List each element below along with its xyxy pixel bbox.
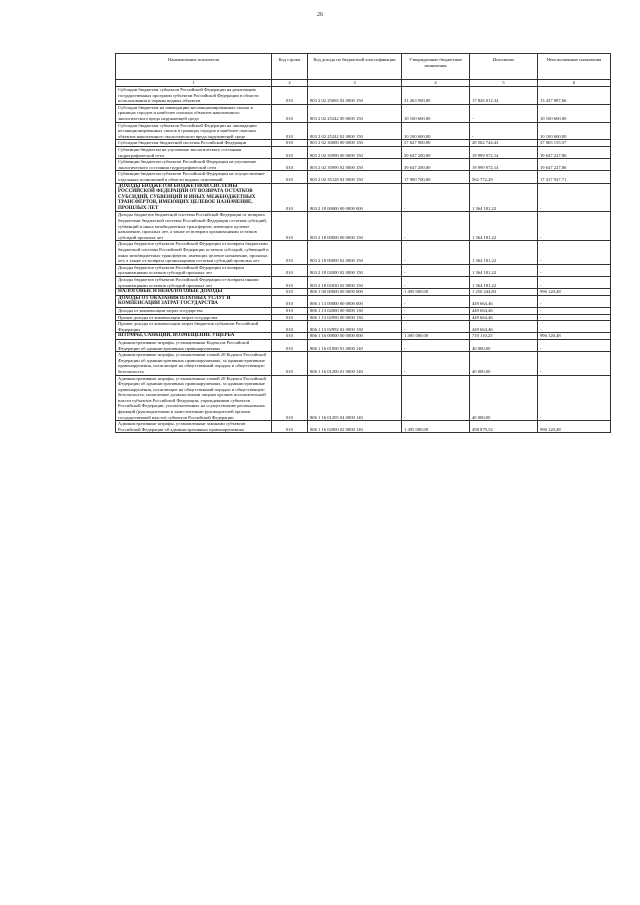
revenue-table <box>115 53 611 433</box>
row-unexecuted: 19 647 227,86 <box>538 146 611 158</box>
table-row <box>116 183 611 212</box>
table-row <box>116 375 611 421</box>
row-kbk: 803 2 02 35128 02 0000 150 <box>308 171 402 183</box>
column-number: 5 <box>470 80 538 87</box>
row-code: 010 <box>272 241 308 264</box>
row-unexecuted: - <box>538 314 611 321</box>
table-row <box>116 171 611 183</box>
row-name: Субвенции бюджетам субъектов Российской Федерации на осуществление отдельных полномочий в области водных отношений <box>116 171 272 183</box>
row-approved: 1 495 000,00 <box>402 421 470 433</box>
row-approved: 1 495 000,00 <box>402 333 470 340</box>
row-kbk: 803 2 02 30000 00 0000 150 <box>308 140 402 147</box>
row-code: 010 <box>272 122 308 140</box>
row-kbk: 806 1 00 00000 00 0000 000 <box>308 289 402 296</box>
row-executed: 17 826 012,34 <box>470 87 538 105</box>
row-code: 010 <box>272 183 308 212</box>
table-row <box>116 104 611 122</box>
row-code: 010 <box>272 352 308 375</box>
row-approved: - <box>402 264 470 276</box>
row-unexecuted: 19 647 227,86 <box>538 159 611 171</box>
row-kbk: 803 2 18 02030 02 0000 150 <box>308 277 402 289</box>
row-unexecuted: 996 120,48 <box>538 421 611 433</box>
row-approved: 39 647 200,00 <box>402 146 470 158</box>
row-approved: - <box>402 277 470 289</box>
row-executed: - <box>470 104 538 122</box>
row-code: 010 <box>272 104 308 122</box>
row-name: Административные штрафы, установленные законами субъектов Российской Федерации об административных правонарушениях <box>116 421 272 433</box>
row-name: Доходы бюджетов субъектов Российской Федерации от возврата организациями остатков субсидий прошлых лет <box>116 264 272 276</box>
row-unexecuted: - <box>538 295 611 307</box>
row-name: Субсидии бюджетам на ликвидацию несанкционированных свалок в границах городов и наиболее опасных объектов накопленного экологического вреда окружающей среде <box>116 104 272 122</box>
row-executed: 40 000,00 <box>470 375 538 421</box>
row-unexecuted: 10 100 600,00 <box>538 104 611 122</box>
row-approved: - <box>402 375 470 421</box>
row-executed: 19 999 972,14 <box>470 146 538 158</box>
table-row <box>116 87 611 105</box>
row-code: 010 <box>272 375 308 421</box>
row-kbk: 806 1 13 00000 00 0000 000 <box>308 295 402 307</box>
row-kbk: 803 2 02 25242 02 0000 150 <box>308 122 402 140</box>
row-approved: 1 495 000,00 <box>402 289 470 296</box>
row-name: НАЛОГОВЫЕ И НЕНАЛОГОВЫЕ ДОХОДЫ <box>116 289 272 296</box>
row-unexecuted: 10 100 600,00 <box>538 122 611 140</box>
row-unexecuted: 13 437 887,66 <box>538 87 611 105</box>
table-row <box>116 122 611 140</box>
row-code: 010 <box>272 264 308 276</box>
row-executed: 449 664,46 <box>470 321 538 333</box>
row-approved: 39 647 200,00 <box>402 159 470 171</box>
row-executed: 1 364 181,22 <box>470 277 538 289</box>
row-executed: 20 562 744,43 <box>470 140 538 147</box>
row-executed: 1 364 181,22 <box>470 241 538 264</box>
row-approved: 10 100 600,00 <box>402 104 470 122</box>
row-name: Прочие доходы от компенсации затрат государства <box>116 314 272 321</box>
table-row <box>116 352 611 375</box>
row-kbk: 806 1 16 01000 01 0000 140 <box>308 339 402 351</box>
row-name: Субсидии бюджетам бюджетной системы Российской Федерации <box>116 140 272 147</box>
row-name: ДОХОДЫ ОТ ОКАЗАНИЯ ПЛАТНЫХ УСЛУГ И КОМПЕНСАЦИИ ЗАТРАТ ГОСУДАРСТВА <box>116 295 272 307</box>
row-executed: 1 250 244,83 <box>470 289 538 296</box>
header-unexecuted: Неисполненные назначения <box>538 54 611 80</box>
row-name: Доходы бюджетов субъектов Российской Федерации от возврата бюджетами бюджетной системы Российской Федерации остатков субсидий, субвенций и иных межбюджетных трансфертов, имеющих целевое назначение, прошлых лет, а также от возврата организациями остатков субсидий прошлых лет <box>116 241 272 264</box>
row-name: Субвенции бюджетам субъектов Российской Федерации на улучшение экологического состояния гидрографической сети <box>116 159 272 171</box>
row-executed: 449 664,46 <box>470 314 538 321</box>
row-approved: - <box>402 307 470 314</box>
row-unexecuted: 996 120,48 <box>538 289 611 296</box>
row-code: 010 <box>272 333 308 340</box>
table-row <box>116 321 611 333</box>
row-code: 010 <box>272 421 308 433</box>
row-name: Административные штрафы, установленные главой 20 Кодекса Российской Федерации об административных правонарушениях, за административные правонарушения, посягающие на общественный порядок и общественную безопасность, налагаемые должностными лицами органов исполнительной власти субъектов Российской Федерации, учреждениями субъектов Российской Федерации, уполномоченных на осуществление региональных функций (руководителями и заместителями руководителей органов государственной власти) субъектов Российской Федерации <box>116 375 272 421</box>
row-executed: - <box>470 122 538 140</box>
row-kbk: 803 2 18 02000 02 0000 150 <box>308 264 402 276</box>
row-executed: 449 664,46 <box>470 307 538 314</box>
row-kbk: 806 1 16 01205 04 0000 140 <box>308 375 402 421</box>
table-row <box>116 146 611 158</box>
row-approved: 31 263 900,00 <box>402 87 470 105</box>
row-code: 010 <box>272 339 308 351</box>
row-name: Доходы от компенсации затрат государства <box>116 307 272 314</box>
table-row <box>116 140 611 147</box>
row-unexecuted: 996 120,48 <box>538 333 611 340</box>
header-approved: Утвержденные бюджетные назначения <box>402 54 470 80</box>
column-number: 4 <box>402 80 470 87</box>
row-kbk: 806 1 13 02992 02 0000 130 <box>308 321 402 333</box>
table-row <box>116 333 611 340</box>
row-unexecuted: - <box>538 307 611 314</box>
row-code: 010 <box>272 314 308 321</box>
row-executed: 40 000,00 <box>470 339 538 351</box>
table-row <box>116 212 611 241</box>
row-unexecuted: - <box>538 277 611 289</box>
row-kbk: 803 2 18 00000 00 0000 150 <box>308 212 402 241</box>
row-approved: - <box>402 295 470 307</box>
row-executed: 562 772,29 <box>470 171 538 183</box>
row-unexecuted: 37 065 155,57 <box>538 140 611 147</box>
row-kbk: 803 2 02 25065 02 0000 150 <box>308 87 402 105</box>
column-number: 6 <box>538 80 611 87</box>
row-approved: - <box>402 241 470 264</box>
row-code: 010 <box>272 212 308 241</box>
table-row <box>116 241 611 264</box>
header-name: Наименование показателя <box>116 54 272 80</box>
row-name: Субсидии бюджетам субъектов Российской Федерации на реализацию государственных программ субъектов Российской Федерации в области использования и охраны водных объектов <box>116 87 272 105</box>
table-row <box>116 339 611 351</box>
row-executed: 1 364 181,22 <box>470 183 538 212</box>
row-unexecuted: - <box>538 352 611 375</box>
row-code: 010 <box>272 321 308 333</box>
header-executed: Исполнено <box>470 54 538 80</box>
row-unexecuted: - <box>538 339 611 351</box>
row-kbk: 806 1 16 00000 00 0000 000 <box>308 333 402 340</box>
row-kbk: 803 2 18 00000 00 0000 000 <box>308 183 402 212</box>
row-name: Административные штрафы, установленные Кодексом Российской Федерации об административных правонарушениях <box>116 339 272 351</box>
table-row <box>116 277 611 289</box>
table-row <box>116 264 611 276</box>
row-kbk: 803 2 02 25242 00 0000 150 <box>308 104 402 122</box>
row-kbk: 803 2 02 35090 00 0000 150 <box>308 146 402 158</box>
row-kbk: 806 1 13 02990 00 0000 130 <box>308 314 402 321</box>
row-kbk: 806 1 16 01200 01 0000 140 <box>308 352 402 375</box>
row-approved: - <box>402 183 470 212</box>
row-executed: 710 110,25 <box>470 333 538 340</box>
row-approved: 57 627 900,00 <box>402 140 470 147</box>
row-code: 010 <box>272 140 308 147</box>
row-unexecuted: - <box>538 264 611 276</box>
row-executed: 19 999 972,14 <box>470 159 538 171</box>
row-unexecuted: 17 417 927,71 <box>538 171 611 183</box>
row-name: Доходы бюджетов субъектов Российской Федерации от возврата иными организациями остатков субсидий прошлых лет <box>116 277 272 289</box>
row-approved: - <box>402 339 470 351</box>
column-number: 1 <box>116 80 272 87</box>
row-unexecuted: - <box>538 241 611 264</box>
table-body <box>116 87 611 433</box>
row-kbk: 806 1 16 02000 02 0000 140 <box>308 421 402 433</box>
row-name: ДОХОДЫ БЮДЖЕТОВ БЮДЖЕТНОЙ СИСТЕМЫ РОССИЙСКОЙ ФЕДЕРАЦИИ ОТ ВОЗВРАТА ОСТАТКОВ СУБСИДИЙ, СУБВЕНЦИЙ И ИНЫХ МЕЖБЮДЖЕТНЫХ ТРАНСФЕРТОВ, ИМЕЮЩИХ ЦЕЛЕВОЕ НАЗНАЧЕНИЕ, ПРОШЛЫХ ЛЕТ <box>116 183 272 212</box>
row-kbk: 803 2 18 00000 02 0000 150 <box>308 241 402 264</box>
row-name: Субсидии бюджетам субъектов Российской Федерации на ликвидацию несанкционированных свалок в границах городов и наиболее опасных объектов накопленного экологического вреда окружающей среде <box>116 122 272 140</box>
header-kbk: Код дохода по бюджетной классификации <box>308 54 402 80</box>
row-approved: - <box>402 212 470 241</box>
table-row <box>116 307 611 314</box>
row-code: 010 <box>272 295 308 307</box>
column-number: 3 <box>308 80 402 87</box>
header-code: Код строки <box>272 54 308 80</box>
row-name: Доходы бюджетов бюджетной системы Российской Федерации от возврата бюджетами бюджетной системы Российской Федерации остатков субсидий, субвенций и иных межбюджетных трансфертов, имеющих целевое назначение, прошлых лет, а также от возврата организациями остатков субсидий прошлых лет <box>116 212 272 241</box>
row-code: 010 <box>272 277 308 289</box>
table-row <box>116 289 611 296</box>
row-name: Субвенции бюджетам на улучшение экологического состояния гидрографической сети <box>116 146 272 158</box>
row-unexecuted: - <box>538 183 611 212</box>
row-executed: 449 664,46 <box>470 295 538 307</box>
column-number: 2 <box>272 80 308 87</box>
row-kbk: 803 2 02 35090 02 0000 150 <box>308 159 402 171</box>
row-name: ШТРАФЫ, САНКЦИИ, ВОЗМЕЩЕНИЕ УЩЕРБА <box>116 333 272 340</box>
row-unexecuted: - <box>538 375 611 421</box>
row-approved: 10 100 600,00 <box>402 122 470 140</box>
row-code: 010 <box>272 159 308 171</box>
row-approved: - <box>402 321 470 333</box>
row-code: 010 <box>272 307 308 314</box>
row-executed: 1 364 181,22 <box>470 264 538 276</box>
page-number: 26 <box>317 12 323 18</box>
row-kbk: 806 1 13 02000 00 0000 130 <box>308 307 402 314</box>
row-executed: 498 879,52 <box>470 421 538 433</box>
table-row <box>116 314 611 321</box>
table-row <box>116 421 611 433</box>
table-row <box>116 159 611 171</box>
row-code: 010 <box>272 146 308 158</box>
row-approved: - <box>402 314 470 321</box>
header-row <box>116 54 611 80</box>
row-name: Административные штрафы, установленные главой 20 Кодекса Российской Федерации об административных правонарушениях, за административные правонарушения, посягающие на общественный порядок и общественную безопасность <box>116 352 272 375</box>
row-unexecuted: - <box>538 321 611 333</box>
row-executed: 40 000,00 <box>470 352 538 375</box>
row-code: 010 <box>272 171 308 183</box>
row-approved: 17 980 700,00 <box>402 171 470 183</box>
row-name: Прочие доходы от компенсации затрат бюджетов субъектов Российской Федерации <box>116 321 272 333</box>
row-approved: - <box>402 352 470 375</box>
row-executed: 1 364 181,22 <box>470 212 538 241</box>
row-code: 010 <box>272 87 308 105</box>
row-unexecuted: - <box>538 212 611 241</box>
table-row <box>116 295 611 307</box>
column-number-row <box>116 80 611 87</box>
row-code: 010 <box>272 289 308 296</box>
